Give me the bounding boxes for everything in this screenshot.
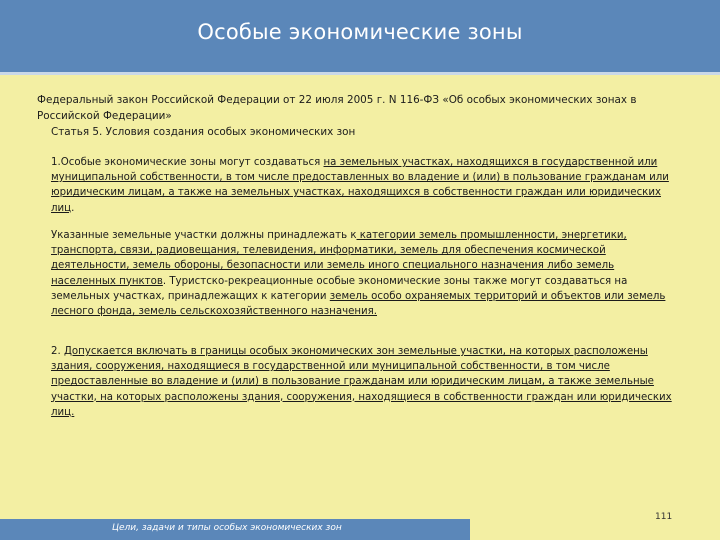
law-heading: Федеральный закон Российской Федерации от 22 июля 2005 г. N 116-ФЗ «Об особых экономических зонах в Российской Федерации» xyxy=(37,94,637,122)
page-number: 111 xyxy=(655,512,673,522)
paragraph-1-prefix: 1.Особые экономические зоны могут создаваться xyxy=(51,157,324,168)
paragraph-3-underlined: Допускается включать в границы особых экономических зон земельные участки, на которых расположены здания, сооружения, находящиеся в государственной или муниципальной собственности, в том числе предоставленные во владение и (или) в пользование гражданам или юридическим лицам, а также земельные участки, на которых расположены здания, сооружения, находящиеся в собственности граждан или юридических лиц. xyxy=(51,346,672,418)
article-title: Статья 5. Условия создания особых экономических зон xyxy=(51,126,356,138)
paragraph-2-middle: . Туристско-рекреационные особые экономические зоны также могут создаваться на земельных участках, принадлежащих к категории xyxy=(51,275,628,302)
paragraph-1-suffix: . xyxy=(71,202,75,214)
paragraph-3-prefix: 2. xyxy=(51,346,64,357)
paragraph-2-underlined: категории земель промышленности, энергетики, транспорта, связи, радиовещания, телевидения, информатики, земель для обеспечения космической деятельности, земель обороны, безопасности или земель иного специального назначения либо земель населенных пунктов xyxy=(51,230,627,287)
slide-title: Особые экономические зоны xyxy=(197,20,523,44)
paragraph-2-underlined-2: земель особо охраняемых территорий и объектов или земель лесного фонда, земель сельскохозяйственного назначения. xyxy=(51,290,666,318)
paragraph-3 xyxy=(51,344,673,420)
paragraph-1 xyxy=(51,155,673,216)
footer-text: Цели, задачи и типы особых экономических зон xyxy=(112,523,342,533)
paragraph-2 xyxy=(51,228,673,319)
paragraph-2-prefix: Указанные земельные участки должны принадлежать к xyxy=(51,230,357,241)
paragraph-1-underlined: на земельных участках, находящихся в государственной или муниципальной собственности, в том числе предоставленных во владение и (или) в пользование гражданам или юридическим лицам, а также на земельных участках, находящихся в собственности граждан или юридических лиц xyxy=(51,157,669,214)
